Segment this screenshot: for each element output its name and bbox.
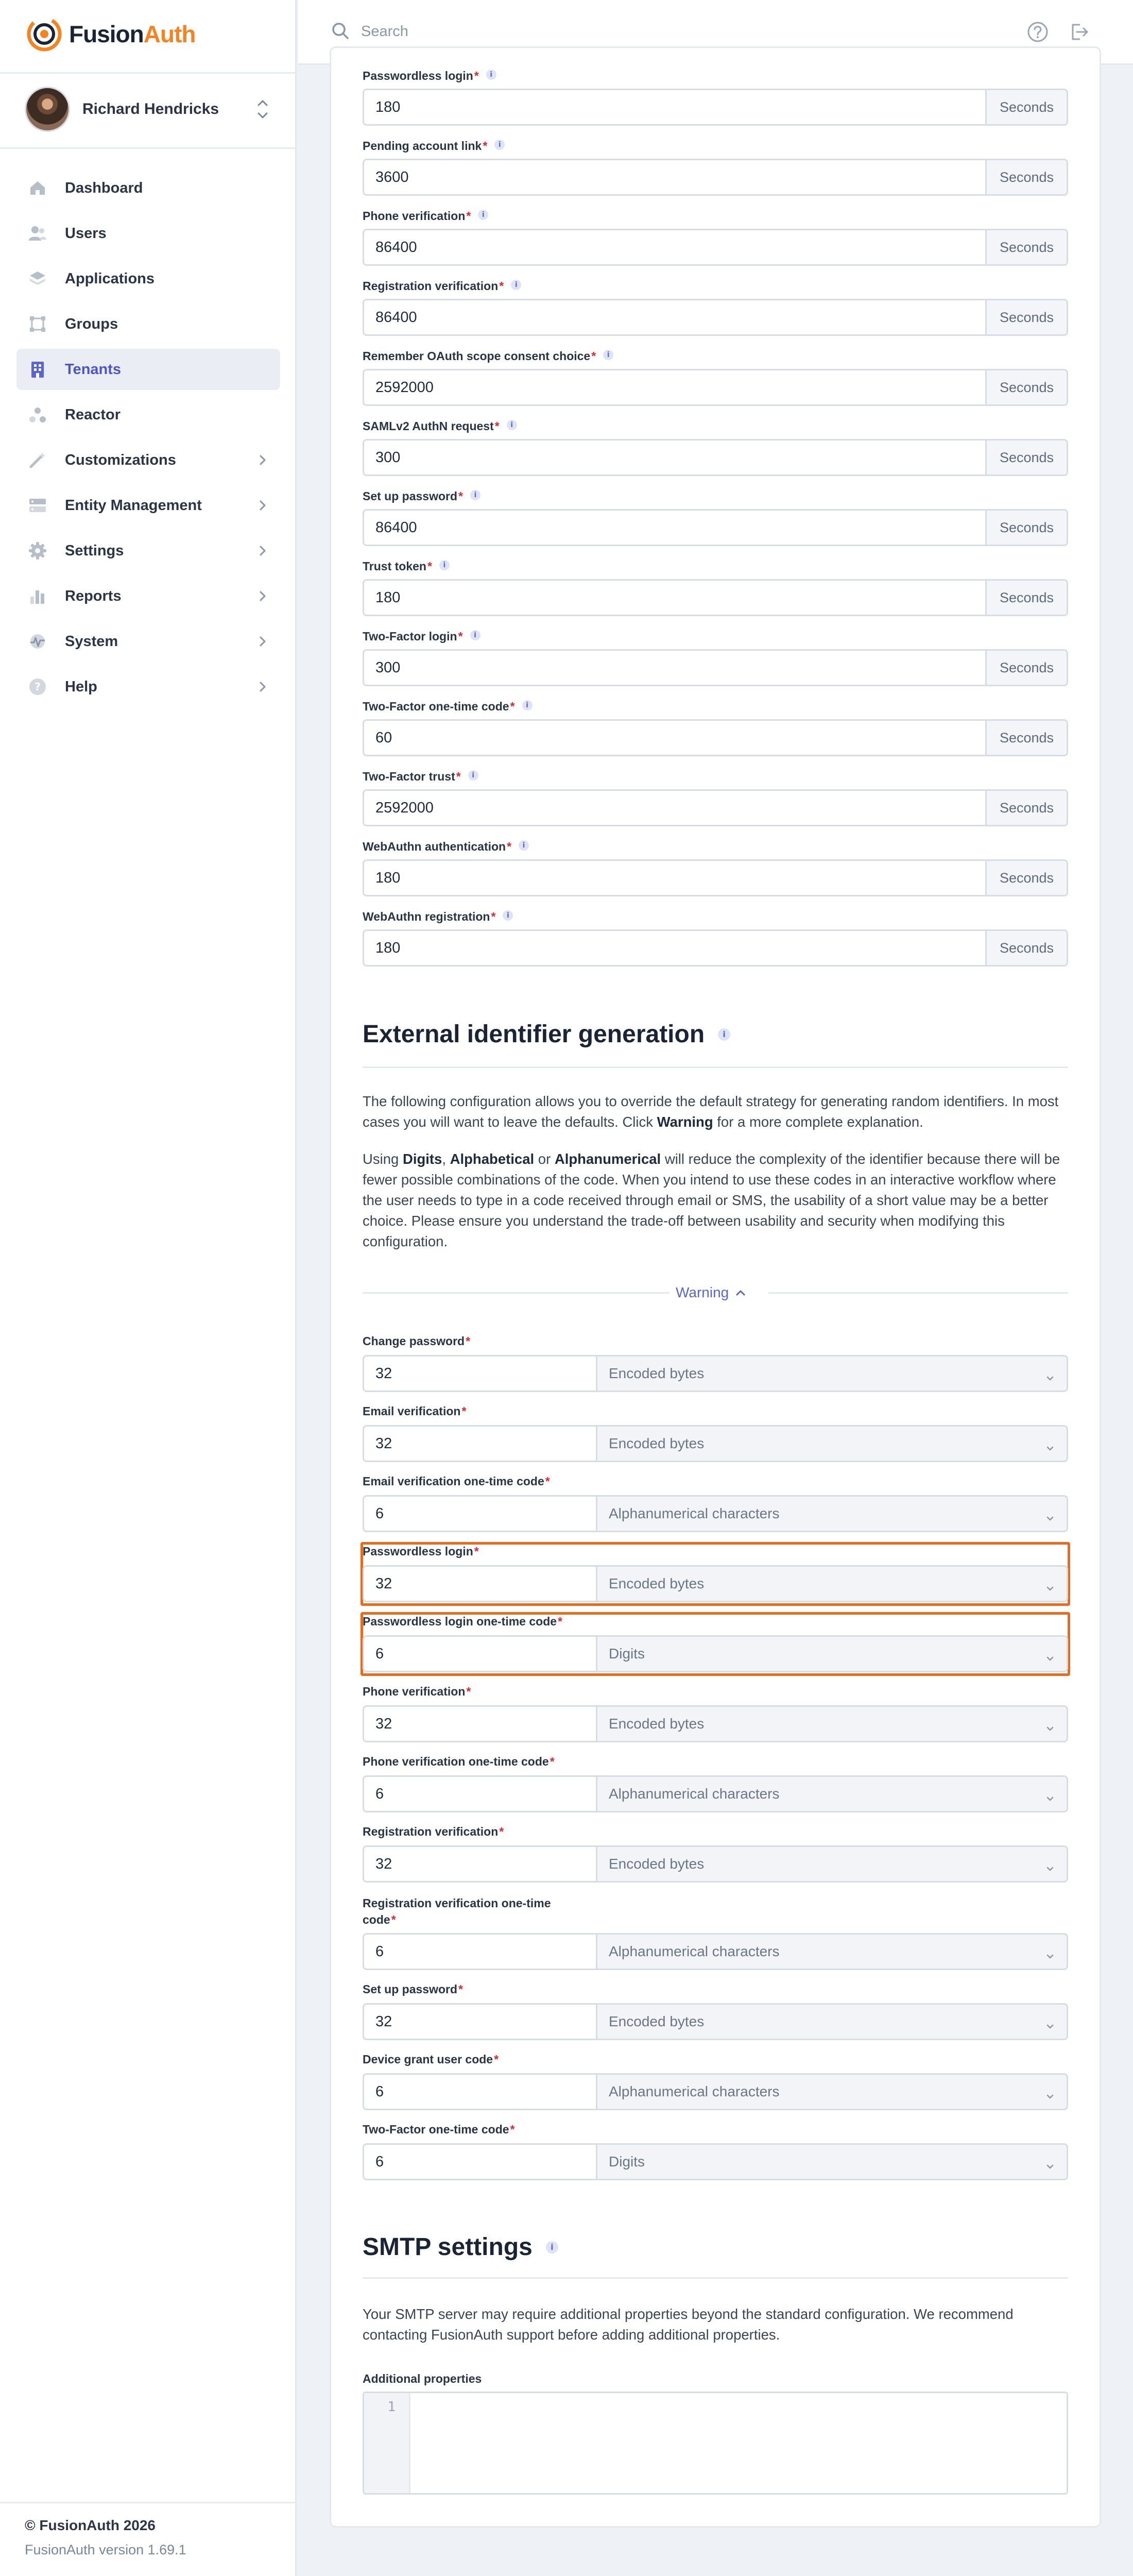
gen-change-password-length-input[interactable]: [363, 1355, 597, 1392]
sidebar-item-label: Applications: [65, 270, 155, 287]
sidebar-item-label: Entity Management: [65, 497, 202, 514]
home-icon: [28, 178, 47, 198]
divider-line: [363, 1292, 670, 1294]
ttl-webauthn-authentication-group: [363, 859, 1068, 896]
ttl-passwordless-login-input[interactable]: [364, 90, 985, 124]
chevron-right-icon: [256, 544, 269, 557]
external-identifier-intro: The following configuration allows you to override the default strategy for generating random identifiers. In most cases you will want to leave the defaults. Click Warning for a more complete explanation.: [363, 1093, 1059, 1130]
unit-addon: Seconds: [985, 440, 1067, 474]
ttl-two-factor-trust-label: Two-Factor trust * i: [363, 770, 478, 784]
section-title-smtp-settings: SMTP settings i: [363, 2233, 558, 2261]
chevron-right-icon: [256, 635, 269, 648]
unit-addon: Seconds: [985, 861, 1067, 895]
chevron-down-icon: [1045, 2088, 1055, 2096]
sidebar-item-users[interactable]: [16, 213, 280, 254]
users-icon: [28, 224, 47, 243]
gen-device-grant-user-code-label: Device grant user code *: [363, 2053, 499, 2066]
groups-icon: [28, 314, 47, 334]
sidebar-item-label: System: [65, 633, 118, 650]
ttl-passwordless-login-group: [363, 89, 1068, 126]
ttl-webauthn-authentication-input[interactable]: [364, 861, 985, 895]
gen-phone-verification-otc-type-select[interactable]: Alphanumerical characters: [597, 1775, 1068, 1812]
gen-email-verification-label: Email verification *: [363, 1404, 467, 1418]
gen-phone-verification-row: [363, 1705, 1068, 1742]
gen-passwordless-login-otc-row: [363, 1635, 1068, 1672]
line-number: 1: [387, 2399, 396, 2415]
gen-phone-verification-type-select[interactable]: Encoded bytes: [597, 1705, 1068, 1742]
ttl-webauthn-registration-label: WebAuthn registration * i: [363, 910, 513, 924]
info-icon[interactable]: i: [486, 70, 496, 80]
gen-registration-verification-otc-type-select[interactable]: Alphanumerical characters: [597, 1933, 1068, 1970]
gen-phone-verification-otc-length-input[interactable]: [363, 1775, 597, 1812]
chevron-down-icon: [1045, 1580, 1055, 1588]
info-icon[interactable]: i: [494, 140, 505, 150]
gen-device-grant-user-code-row: [363, 2073, 1068, 2110]
sidebar-item-label: Dashboard: [65, 179, 143, 196]
chevron-right-icon: [256, 453, 269, 467]
gen-passwordless-login-otc-length-input[interactable]: [363, 1635, 597, 1672]
ttl-pending-account-link-label: Pending account link * i: [363, 139, 505, 153]
gen-phone-verification-otc-row: [363, 1775, 1068, 1812]
sidebar-divider: [0, 147, 297, 149]
entity-icon: [28, 496, 47, 515]
sidebar-item-reactor[interactable]: [16, 394, 280, 435]
ttl-webauthn-authentication-label: WebAuthn authentication * i: [363, 840, 529, 854]
info-icon[interactable]: i: [470, 490, 480, 500]
ttl-two-factor-one-time-code-label: Two-Factor one-time code * i: [363, 700, 533, 714]
gen-registration-verification-otc-length-input[interactable]: [363, 1933, 597, 1970]
user-name: Richard Hendricks: [82, 100, 219, 117]
gen-email-verification-row: [363, 1425, 1068, 1462]
gen-two-factor-otc-row: [363, 2143, 1068, 2180]
sidebar: [0, 0, 297, 2576]
ttl-registration-verification-group: [363, 299, 1068, 336]
gen-phone-verification-otc-label: Phone verification one-time code *: [363, 1755, 555, 1768]
ttl-webauthn-registration-group: [363, 929, 1068, 967]
chevron-up-icon: [735, 1289, 746, 1297]
unit-addon: Seconds: [985, 370, 1067, 404]
smtp-description: Your SMTP server may require additional properties beyond the standard configuration. We recommend contacting FusionAuth support before adding additional properties.: [363, 2306, 1014, 2343]
ttl-two-factor-one-time-code-input[interactable]: [364, 721, 985, 755]
sidebar-item-system[interactable]: [16, 621, 280, 662]
info-icon[interactable]: i: [470, 630, 480, 640]
gen-registration-verification-label: Registration verification *: [363, 1825, 504, 1838]
additional-properties-editor[interactable]: [363, 2392, 1068, 2495]
unit-addon: Seconds: [985, 651, 1067, 685]
chevron-down-icon: [1045, 1860, 1055, 1869]
gen-registration-verification-row: [363, 1845, 1068, 1883]
sidebar-item-label: Reports: [65, 587, 122, 604]
building-icon: [28, 360, 47, 379]
sidebar-item-reports[interactable]: [16, 575, 280, 617]
ttl-set-up-password-label: Set up password * i: [363, 489, 480, 503]
ttl-two-factor-login-label: Two-Factor login * i: [363, 630, 480, 643]
ttl-remember-oauth-consent-label: Remember OAuth scope consent choice * i: [363, 349, 613, 363]
system-icon: [28, 632, 47, 651]
gen-device-grant-user-code-type-select[interactable]: Alphanumerical characters: [597, 2073, 1068, 2110]
sidebar-item-label: Groups: [65, 315, 118, 332]
sidebar-item-help[interactable]: [16, 666, 280, 707]
gen-email-verification-otc-label: Email verification one-time code *: [363, 1475, 550, 1488]
fusionauth-logo[interactable]: [25, 14, 196, 54]
chevron-down-icon: [1045, 1720, 1055, 1728]
gen-set-up-password-row: [363, 2003, 1068, 2040]
help-icon[interactable]: [1026, 21, 1049, 43]
info-icon[interactable]: i: [507, 420, 517, 430]
gen-registration-verification-otc-row: [363, 1933, 1068, 1970]
info-icon[interactable]: i: [519, 840, 529, 851]
external-identifier-detail: Using Digits, Alphabetical or Alphanumerical will reduce the complexity of the identifier because there will be fewer possible combinations of the code. When you intend to use these codes in an interactive workflow where the user needs to type in a code received through email or SMS, the usability of a short value may be a better choice. Please ensure you understand the trade-off between usability and security when modifying this configuration.: [363, 1151, 1060, 1249]
ttl-pending-account-link-group: [363, 159, 1068, 196]
logout-icon[interactable]: [1068, 21, 1090, 43]
sidebar-item-customizations[interactable]: [16, 439, 280, 481]
gen-device-grant-user-code-length-input[interactable]: [363, 2073, 597, 2110]
info-icon[interactable]: i: [468, 770, 478, 781]
sidebar-nav: [16, 167, 280, 711]
sidebar-item-label: Users: [65, 225, 107, 242]
ttl-set-up-password-input[interactable]: [364, 511, 985, 545]
gen-two-factor-otc-type-select[interactable]: Digits: [597, 2143, 1068, 2180]
unit-addon: Seconds: [985, 160, 1067, 194]
layers-icon: [28, 269, 47, 289]
version: FusionAuth version 1.69.1: [25, 2542, 186, 2557]
ttl-registration-verification-label: Registration verification * i: [363, 279, 521, 293]
chevron-down-icon: [1045, 2158, 1055, 2166]
chevron-down-icon: [1045, 1440, 1055, 1448]
chevron-right-icon: [256, 499, 269, 512]
gen-set-up-password-length-input[interactable]: [363, 2003, 597, 2040]
sidebar-divider: [0, 2502, 297, 2503]
gen-two-factor-otc-label: Two-Factor one-time code *: [363, 2123, 515, 2136]
sidebar-footer: [25, 2517, 186, 2558]
ttl-trust-token-input[interactable]: [364, 581, 985, 615]
section-title-external-identifier: External identifier generation i: [363, 1020, 730, 1048]
ttl-set-up-password-group: [363, 509, 1068, 546]
ttl-registration-verification-input[interactable]: [364, 300, 985, 334]
ttl-two-factor-login-input[interactable]: [364, 651, 985, 685]
additional-properties-label: Additional properties: [363, 2372, 482, 2385]
info-icon[interactable]: i: [503, 910, 513, 921]
unit-addon: Seconds: [985, 90, 1067, 124]
sidebar-divider: [0, 72, 297, 74]
search-input[interactable]: [361, 19, 773, 44]
sidebar-item-dashboard[interactable]: [16, 167, 280, 209]
ttl-remember-oauth-consent-input[interactable]: [364, 370, 985, 404]
chevron-down-icon: [1045, 2018, 1055, 2026]
warning-toggle-button[interactable]: Warning: [676, 1285, 746, 1300]
ttl-phone-verification-input[interactable]: [364, 230, 985, 264]
gear-icon: [28, 541, 47, 561]
gen-passwordless-login-row: [363, 1565, 1068, 1602]
unit-addon: Seconds: [985, 230, 1067, 264]
gen-phone-verification-length-input[interactable]: [363, 1705, 597, 1742]
sidebar-item-tenants[interactable]: [16, 349, 280, 390]
gen-change-password-row: [363, 1355, 1068, 1392]
unit-addon: Seconds: [985, 931, 1067, 965]
gen-email-verification-type-select[interactable]: Encoded bytes: [597, 1425, 1068, 1462]
gen-set-up-password-label: Set up password *: [363, 1982, 463, 1996]
copyright: © FusionAuth 2026: [25, 2517, 156, 2533]
ttl-trust-token-group: [363, 579, 1068, 616]
reactor-icon: [28, 405, 47, 425]
gen-set-up-password-type-select[interactable]: Encoded bytes: [597, 2003, 1068, 2040]
chevron-down-icon: [1045, 1510, 1055, 1518]
logo-text: FusionAuth: [69, 21, 196, 47]
sidebar-item-entity-management[interactable]: [16, 485, 280, 526]
gen-email-verification-otc-type-select[interactable]: Alphanumerical characters: [597, 1495, 1068, 1532]
chevron-right-icon: [256, 589, 269, 603]
chevron-down-icon: [1045, 1790, 1055, 1799]
info-icon[interactable]: i: [511, 280, 521, 290]
chevron-right-icon: [256, 680, 269, 693]
unit-addon: Seconds: [985, 511, 1067, 545]
gen-passwordless-login-type-select[interactable]: Encoded bytes: [597, 1565, 1068, 1602]
user-menu[interactable]: [25, 87, 272, 132]
ttl-two-factor-login-group: [363, 649, 1068, 686]
unit-addon: Seconds: [985, 300, 1067, 334]
gen-email-verification-length-input[interactable]: [363, 1425, 597, 1462]
ttl-samlv2-authn-request-input[interactable]: [364, 440, 985, 474]
ttl-samlv2-authn-request-group: [363, 439, 1068, 476]
sidebar-item-label: Settings: [65, 542, 124, 559]
info-icon[interactable]: i: [478, 210, 488, 220]
gen-email-verification-otc-length-input[interactable]: [363, 1495, 597, 1532]
gen-passwordless-login-label: Passwordless login *: [363, 1545, 479, 1558]
ttl-two-factor-trust-input[interactable]: [364, 791, 985, 825]
gen-change-password-type-select[interactable]: Encoded bytes: [597, 1355, 1068, 1392]
fusionauth-logo-icon: [25, 14, 64, 54]
svg-text:?: ?: [35, 681, 41, 693]
ttl-samlv2-authn-request-label: SAMLv2 AuthN request * i: [363, 419, 517, 433]
sidebar-item-label: Reactor: [65, 406, 121, 423]
info-icon[interactable]: i: [439, 560, 450, 570]
ttl-two-factor-trust-group: [363, 789, 1068, 826]
sidebar-item-settings[interactable]: [16, 530, 280, 571]
gen-passwordless-login-length-input[interactable]: [363, 1565, 597, 1602]
ttl-passwordless-login-label: Passwordless login * i: [363, 69, 496, 83]
chevron-down-icon: [1045, 1948, 1055, 1956]
divider-line: [768, 1292, 1068, 1294]
unit-addon: Seconds: [985, 721, 1067, 755]
wand-icon: [28, 450, 47, 470]
gen-registration-verification-otc-label: Registration verification one-time code*: [363, 1896, 551, 1926]
ttl-two-factor-one-time-code-group: [363, 719, 1068, 756]
ttl-pending-account-link-input[interactable]: [364, 160, 985, 194]
chevron-up-down-icon[interactable]: [253, 96, 272, 123]
sidebar-item-label: Help: [65, 678, 97, 695]
ttl-trust-token-label: Trust token * i: [363, 560, 450, 573]
info-icon[interactable]: i: [546, 2241, 558, 2253]
warning-toggle-row: [363, 1285, 1068, 1300]
unit-addon: Seconds: [985, 791, 1067, 825]
sidebar-item-label: Customizations: [65, 451, 176, 468]
gen-registration-verification-length-input[interactable]: [363, 1845, 597, 1883]
info-icon[interactable]: i: [522, 700, 533, 710]
editor-gutter: [364, 2393, 410, 2493]
unit-addon: Seconds: [985, 581, 1067, 615]
gen-email-verification-otc-row: [363, 1495, 1068, 1532]
search-icon: [330, 21, 351, 41]
section-divider: [363, 2277, 1068, 2279]
gen-two-factor-otc-length-input[interactable]: [363, 2143, 597, 2180]
section-divider: [363, 1066, 1068, 1068]
bar-chart-icon: [28, 586, 47, 606]
ttl-remember-oauth-consent-group: [363, 369, 1068, 406]
gen-change-password-label: Change password *: [363, 1334, 471, 1348]
chevron-down-icon: [1045, 1370, 1055, 1378]
gen-passwordless-login-otc-type-select[interactable]: Digits: [597, 1635, 1068, 1672]
chevron-down-icon: [1045, 1650, 1055, 1658]
sidebar-item-label: Tenants: [65, 361, 122, 378]
ttl-phone-verification-group: [363, 229, 1068, 266]
ttl-webauthn-registration-input[interactable]: [364, 931, 985, 965]
gen-registration-verification-type-select[interactable]: Encoded bytes: [597, 1845, 1068, 1883]
gen-phone-verification-label: Phone verification *: [363, 1685, 471, 1698]
sidebar-item-groups[interactable]: [16, 303, 280, 345]
gen-passwordless-login-otc-label: Passwordless login one-time code *: [363, 1615, 562, 1628]
info-icon[interactable]: i: [603, 350, 613, 360]
ttl-phone-verification-label: Phone verification * i: [363, 209, 488, 223]
help-circle-icon: [28, 677, 47, 697]
sidebar-item-applications[interactable]: [16, 258, 280, 299]
info-icon[interactable]: i: [718, 1028, 730, 1041]
avatar: [25, 87, 70, 132]
